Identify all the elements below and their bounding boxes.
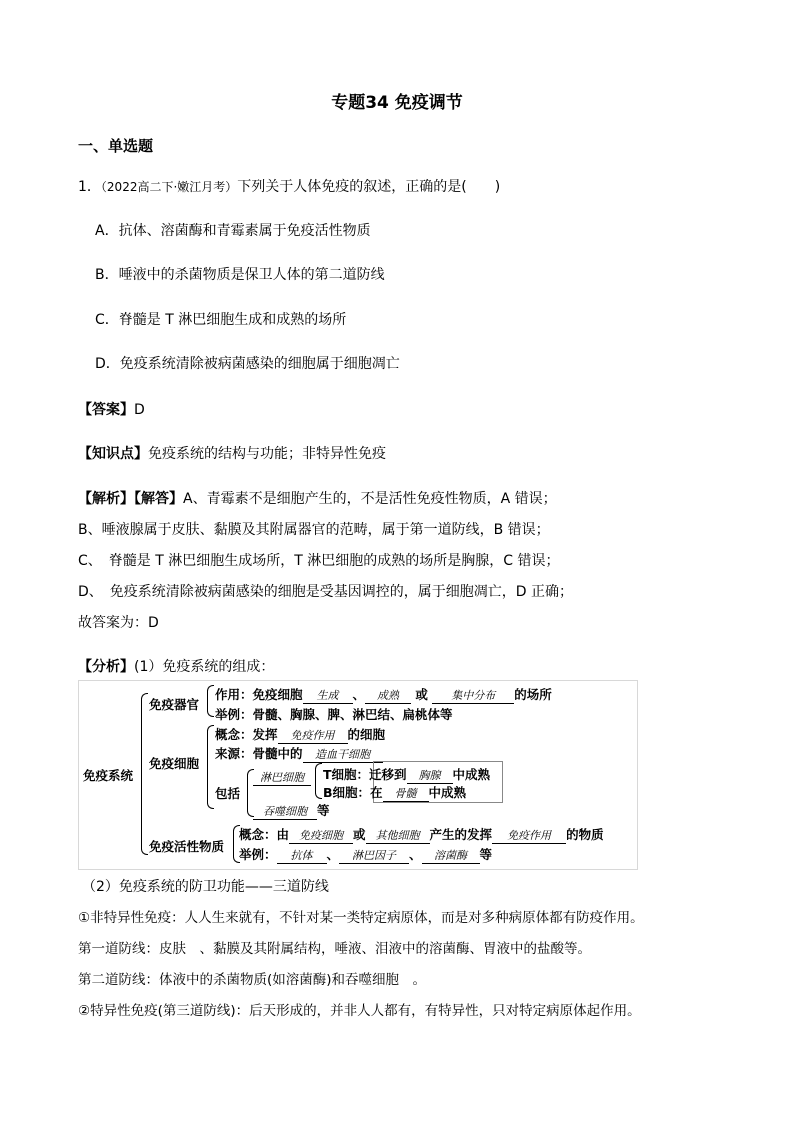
section-heading: 一、单选题 xyxy=(78,137,154,155)
t-cell-line: T细胞：迁移到 胸腺 中成熟 xyxy=(323,767,491,782)
defense-heading: （2）免疫系统的防卫功能——三道防线 xyxy=(82,879,329,895)
active-example: 举例： 抗体 、 淋巴因子 、 溶菌酶 等 xyxy=(239,847,493,862)
cell-concept: 概念：发挥 免疫作用 的细胞 xyxy=(215,727,386,742)
analysis-label: 【解析】【解答】 xyxy=(78,491,183,507)
question-number: 1． xyxy=(78,179,101,195)
cell-bracket xyxy=(207,725,214,809)
analysis-line-5: 故答案为：D xyxy=(78,615,159,631)
defense-line-3: 第二道防线：体液中的杀菌物质(如溶菌酶)和吞噬细胞 。 xyxy=(78,972,427,988)
answer-label: 【答案】 xyxy=(78,402,134,418)
option-c: C．脊髓是 T 淋巴细胞生成和成熟的场所 xyxy=(95,312,347,328)
answer-line xyxy=(78,399,145,419)
b-cell-line: B细胞：在 骨髓 中成熟 xyxy=(323,785,467,800)
cell-source: 来源：骨髓中的 造血干细胞 xyxy=(215,744,383,763)
phagocyte: 吞噬细胞 等 xyxy=(253,801,330,820)
option-a: A．抗体、溶菌酶和青霉素属于免疫活性物质 xyxy=(95,223,371,239)
organ-role: 作用：免疫细胞 生成 、 成熟 或 集中分布 的场所 xyxy=(215,687,552,702)
cell-include-label: 包括 xyxy=(215,786,241,801)
option-d: D．免疫系统清除被病菌感染的细胞属于细胞凋亡 xyxy=(95,356,400,372)
analysis-line-3: C、 脊髓是 T 淋巴细胞生成场所，T 淋巴细胞的成熟的场所是胸腺，C 错误； xyxy=(78,553,560,569)
knowledge-value: 免疫系统的结构与功能；非特异性免疫 xyxy=(148,446,386,462)
immune-system-diagram xyxy=(78,680,638,870)
knowledge-line xyxy=(78,443,386,463)
active-label: 免疫活性物质 xyxy=(149,839,225,854)
analysis-line-4: D、 免疫系统清除被病菌感染的细胞是受基因调控的，属于细胞凋亡，D 正确； xyxy=(78,584,574,600)
fenxi-part1: (1）免疫系统的组成： xyxy=(134,659,275,675)
lymph-bracket xyxy=(315,763,322,799)
option-b: B．唾液中的杀菌物质是保卫人体的第二道防线 xyxy=(95,267,385,283)
page-title: 专题34 免疫调节 xyxy=(331,93,463,113)
analysis-text-a: A、青霉素不是细胞产生的，不是活性免疫性物质，A 错误； xyxy=(183,491,557,507)
organ-label: 免疫器官 xyxy=(149,697,200,712)
question-source: （2022高二下·嫩江月考） xyxy=(100,180,238,194)
defense-line-1: ①非特异性免疫：人人生来就有，不针对某一类特定病原体，而是对多种病原体都有防疫作用。 xyxy=(78,910,644,926)
active-concept: 概念：由 免疫细胞 或 其他细胞 产生的发挥 免疫作用 的物质 xyxy=(239,827,604,842)
organ-example: 举例：骨髓、胸腺、脾、淋巴结、扁桃体等 xyxy=(215,707,453,722)
diagram-root: 免疫系统 xyxy=(83,768,134,783)
fenxi-line xyxy=(78,656,274,676)
fenxi-label: 【分析】 xyxy=(78,659,134,675)
lymph-cell: 淋巴细胞 xyxy=(253,769,311,786)
knowledge-label: 【知识点】 xyxy=(78,446,148,462)
question-text: 下列关于人体免疫的叙述，正确的是( ) xyxy=(237,179,501,195)
cell-label: 免疫细胞 xyxy=(149,756,200,771)
analysis-line-2: B、唾液腺属于皮肤、黏膜及其附属器官的范畴，属于第一道防线，B 错误； xyxy=(78,522,550,538)
defense-line-4: ②特异性免疫(第三道防线)：后天形成的，并非人人都有，有特异性，只对特定病原体起作用。 xyxy=(78,1003,641,1019)
organ-bracket xyxy=(207,685,214,717)
analysis-line-1 xyxy=(78,488,557,508)
question-stem xyxy=(78,176,500,196)
answer-value: D xyxy=(134,402,145,418)
defense-line-2: 第一道防线：皮肤 、黏膜及其附属结构，唾液、泪液中的溶菌酶、胃液中的盐酸等。 xyxy=(78,941,591,957)
main-bracket xyxy=(141,693,148,855)
